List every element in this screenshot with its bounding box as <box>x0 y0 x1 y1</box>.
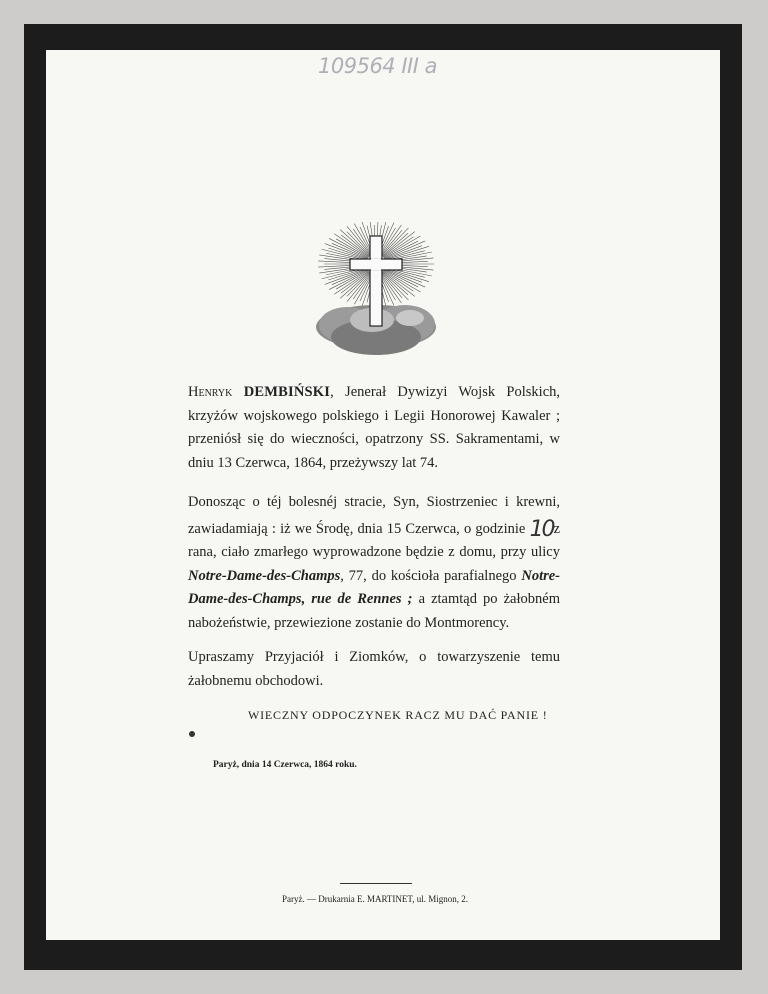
announcement-text: , Jenerał Dywizyi Wojsk Polskich, krzyżów wojskowego polskiego i Legii Honorowej Kawaler ; przeniósł się do wieczności, opatrzony SS. Sakramentami, w dniu 13 Czerwca, 1864, przeżywszy lat 74. <box>188 384 560 471</box>
deceased-surname: DEMBIŃSKI <box>243 384 331 400</box>
paragraph-funeral-details <box>188 491 560 635</box>
footer-divider <box>340 883 412 884</box>
handwritten-hour: 10 <box>529 516 554 542</box>
ink-dot <box>189 731 195 737</box>
funeral-text-c: , 77, do kościoła parafialnego <box>340 567 517 584</box>
church-name: Notre-Dame-des-Champs, rue de Rennes ; <box>188 567 561 607</box>
paragraph-announcement <box>188 381 560 475</box>
deceased-first-name: Henryk <box>188 384 233 400</box>
funeral-text-b: z rana, ciało zmarłego wyprowadzone będzie z domu, przy ulicy <box>188 520 560 560</box>
closing-prayer: WIECZNY ODPOCZYNEK RACZ MU DAĆ PANIE ! <box>248 708 548 722</box>
funeral-text-d: a ztamtąd po żałobném nabożeństwie, przewiezione zostanie do Montmorency. <box>188 591 560 631</box>
cross-and-clouds-icon <box>312 222 440 362</box>
invitation-text: Upraszamy Przyjaciół i Ziomków, o towarzyszenie temu żałobnemu obchodowi. <box>188 649 560 689</box>
archive-number-pencil: 109564 III a <box>318 54 437 78</box>
printer-imprint: Paryż. — Drukarnia E. MARTINET, ul. Mignon, 2. <box>282 894 469 904</box>
place-and-date: Paryż, dnia 14 Czerwca, 1864 roku. <box>213 760 357 770</box>
paragraph-invitation <box>188 646 560 693</box>
street-name: Notre-Dame-des-Champs <box>188 567 341 584</box>
funeral-text-a: Donosząc o téj bolesnéj stracie, Syn, Siostrzeniec i krewni, zawiadamiają : iż we Środę, dnia 15 Czerwca, o godzinie <box>188 494 560 537</box>
